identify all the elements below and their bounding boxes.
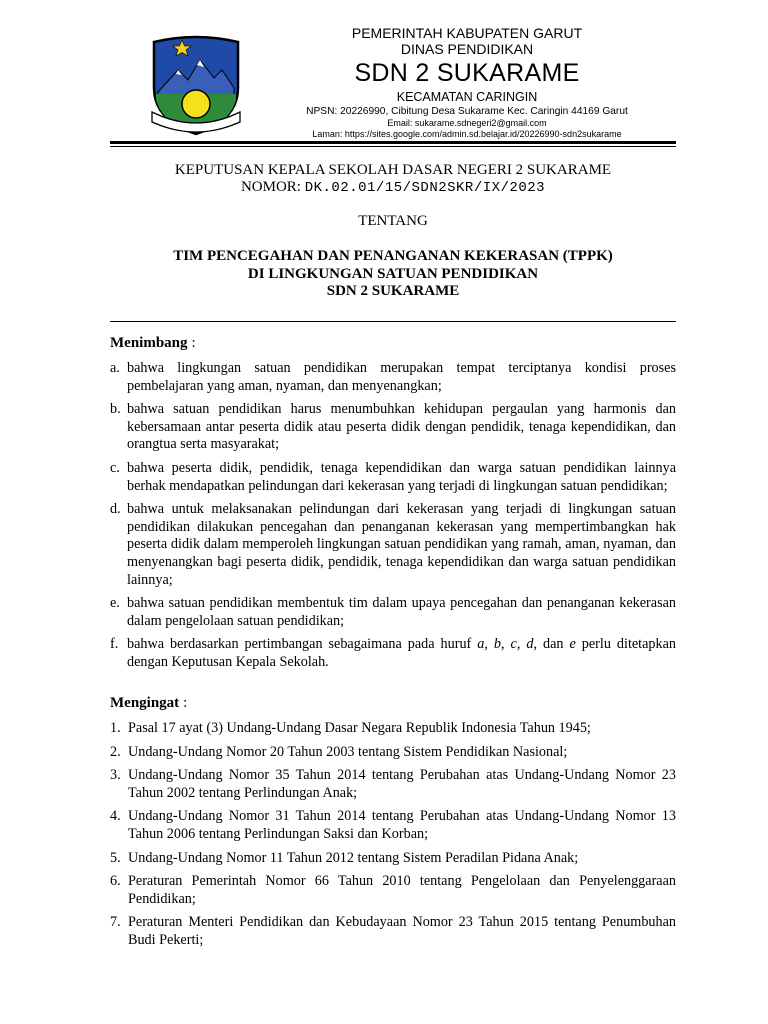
decree-number-label: NOMOR:	[240, 179, 305, 195]
item-text-emphasis: e	[569, 636, 576, 653]
item-text: bahwa peserta didik, pendidik, tenaga kependidikan dan warga satuan pendidikan lainnya berhak mendapatkan pelindungan dari kekerasan yang terjadi di lingkungan satuan pendidikan;	[127, 459, 676, 494]
list-item	[110, 595, 676, 630]
item-marker: 6.	[110, 873, 121, 890]
heading-divider	[110, 321, 676, 322]
item-text-emphasis: a, b, c, d,	[477, 636, 537, 653]
list-item	[110, 401, 676, 454]
decree-subject	[110, 248, 676, 301]
decree-number	[110, 178, 676, 197]
item-marker: 2.	[110, 743, 121, 760]
item-marker: 3.	[110, 767, 121, 784]
list-item	[110, 460, 676, 495]
section-heading	[110, 694, 676, 712]
item-text-part: bahwa berdasarkan pertimbangan sebagaimana pada huruf	[127, 636, 478, 653]
list-item	[110, 501, 676, 589]
decree-about-label: TENTANG	[358, 213, 428, 229]
item-marker: e.	[110, 595, 120, 612]
district-name: KECAMATAN CARINGIN	[396, 90, 538, 104]
item-text: Undang-Undang Nomor 35 Tahun 2014 tentang Perubahan atas Undang-Undang Nomor 23 Tahun 2002 tentang Perlindungan Anak;	[128, 767, 676, 801]
decree-subject-line-2: DI LINGKUNGAN SATUAN PENDIDIKAN	[247, 265, 539, 282]
item-text: Pasal 17 ayat (3) Undang-Undang Dasar Negara Republik Indonesia Tahun 1945;	[128, 720, 591, 736]
item-text: bahwa untuk melaksanakan pelindungan dari kekerasan yang terjadi di lingkungan satuan pendidikan dilakukan pencegahan dan penanganan kekerasan yang mempertimbangkan hak peserta didik dalam memperoleh lingkungan satuan pendidikan yang ramah, aman, nyaman, dan menyenangkan bagi peserta didik, pendidik, tenaga kependidikan dan warga satuan pendidikan lainnya;	[127, 501, 676, 588]
letterhead	[262, 25, 672, 140]
recalling-section	[110, 694, 676, 956]
list-item	[110, 808, 676, 843]
government-name: PEMERINTAH KABUPATEN GARUT	[351, 25, 583, 41]
list-item	[110, 914, 676, 949]
school-name: SDN 2 SUKARAME	[354, 59, 580, 87]
list-item	[110, 360, 676, 395]
recalling-colon: :	[183, 695, 188, 711]
item-text	[127, 636, 676, 671]
list-item	[110, 873, 676, 908]
recalling-label: Mengingat	[110, 695, 180, 711]
item-text: Undang-Undang Nomor 31 Tahun 2014 tentang Perubahan atas Undang-Undang Nomor 13 Tahun 2006 tentang Perlindungan Saksi dan Korban;	[128, 808, 676, 842]
item-text: Peraturan Pemerintah Nomor 66 Tahun 2010 tentang Pengelolaan dan Penyelenggaraan Pendidikan;	[128, 873, 676, 907]
list-item	[110, 850, 676, 868]
school-email: Email: sukarame.sdnegeri2@gmail.com	[387, 118, 547, 128]
considering-label: Menimbang	[110, 335, 188, 351]
item-text-part: dan	[537, 636, 570, 653]
list-item	[110, 720, 676, 738]
department-name: DINAS PENDIDIKAN	[400, 41, 534, 57]
letterhead-divider-thin	[110, 146, 676, 147]
decree-subject-line-1: TIM PENCEGAHAN DAN PENANGANAN KEKERASAN (TPPK)	[173, 248, 613, 264]
item-marker: c.	[110, 459, 120, 476]
item-marker: 1.	[110, 720, 121, 736]
item-marker: 5.	[110, 849, 121, 866]
emblem-shield-icon	[148, 30, 244, 138]
item-text: bahwa lingkungan satuan pendidikan merupakan tempat terciptanya kondisi proses pembelajaran yang aman, nyaman, dan menyenangkan;	[127, 360, 676, 394]
npsn-address: NPSN: 20226990, Cibitung Desa Sukarame Kec. Caringin 44169 Garut	[306, 106, 628, 117]
item-text: Undang-Undang Nomor 11 Tahun 2012 tentang Sistem Peradilan Pidana Anak;	[128, 849, 579, 866]
item-text: bahwa satuan pendidikan harus menumbuhkan kehidupan pergaulan yang harmonis dan kebersamaan antar peserta didik atau peserta didik dengan pendidik, tenaga kependidikan, dan orangtua serta masyarakat;	[127, 401, 676, 453]
section-heading	[110, 334, 676, 352]
item-marker: 7.	[110, 914, 121, 931]
decree-title: KEPUTUSAN KEPALA SEKOLAH DASAR NEGERI 2 SUKARAME	[174, 162, 612, 178]
item-marker: f.	[110, 636, 119, 653]
school-website: Laman: https://sites.google.com/admin.sd.belajar.id/20226990-sdn2sukarame	[312, 129, 622, 139]
decree-subject-line-3: SDN 2 SUKARAME	[326, 283, 460, 299]
list-item	[110, 767, 676, 802]
list-item	[110, 636, 676, 671]
letterhead-divider-thick	[110, 141, 676, 144]
list-item	[110, 744, 676, 762]
decree-number-value: DK.02.01/15/SDN2SKR/IX/2023	[304, 180, 546, 196]
item-text: Peraturan Menteri Pendidikan dan Kebudayaan Nomor 23 Tahun 2015 tentang Penumbuhan Budi Pekerti;	[128, 914, 676, 948]
item-marker: d.	[110, 501, 121, 518]
garut-regency-emblem	[148, 30, 244, 138]
item-marker: b.	[110, 401, 121, 418]
item-marker: a.	[110, 360, 120, 376]
item-text-part: perlu ditetapkan dengan Keputusan Kepala Sekolah.	[127, 636, 676, 670]
item-marker: 4.	[110, 808, 121, 825]
item-text: bahwa satuan pendidikan membentuk tim dalam upaya pencegahan dan penanganan kekerasan dalam pengelolaan satuan pendidikan;	[127, 595, 676, 629]
item-text: Undang-Undang Nomor 20 Tahun 2003 tentang Sistem Pendidikan Nasional;	[128, 743, 568, 760]
considering-colon: :	[191, 335, 196, 351]
considering-section	[110, 334, 676, 678]
